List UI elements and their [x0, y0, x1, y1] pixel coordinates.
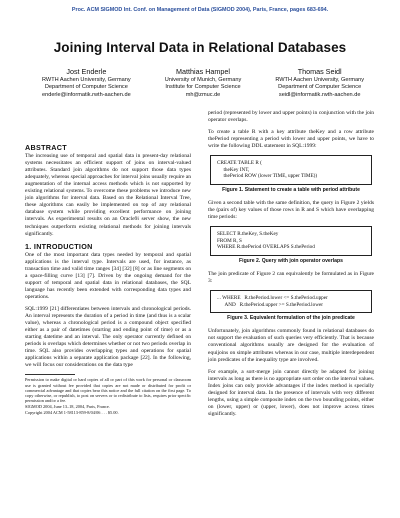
code-line: thePeriod ROW (lower TIME, upper TIME)) [217, 173, 318, 180]
author-email[interactable]: enderle@informatik.rwth-aachen.de [41, 91, 131, 98]
author-affiliation: University of Munich, Germany [164, 77, 242, 83]
abstract-heading: ABSTRACT [25, 143, 67, 152]
right-paragraph-2: To create a table R with a key attribute theKey and a row attribute thePeriod representing a period with lower and upper points, we have to write the following DDL statement in SQL:1999: [208, 129, 374, 150]
conference-line: SIGMOD 2004, June 13–18, 2004, Paris, France. [25, 404, 110, 410]
intro-paragraph-2: SQL:1999 [21] differentiates between intervals and chronological periods. An interval represents the duration of a period in time (and thus is a scalar value), whereas a chronological period is a compound object specified either as a pair of datetimes (starting and ending point of time) or as a starting datetime and an interval. The only operator currently defined on periods is overlaps which determines whether or not two periods overlap in time. SQL also provides overlapping types and operations for spatial applications within a separate application package [22]. In the following, we will focus our considerations on the data type [25, 305, 191, 369]
author-affiliation: RWTH Aachen University, Germany [41, 77, 131, 83]
code-line: CREATE TABLE R ( [217, 160, 262, 167]
author-name: Thomas Seidl [297, 67, 342, 76]
code-line: AND R.thePeriod.upper >= S.thePeriod.lower [217, 301, 323, 308]
permission-text: Permission to make digital or hard copies of all or part of this work for personal or classroom use is granted without fee provided that copies are not made or distributed for profit or commercial advantage and that copies bear this notice and the full citation on the first page. To copy otherwise, or republish, to post on servers or to redistribute to lists, requires prior specific permission and/or a fee. [25, 377, 191, 404]
code-line: ... WHERE R.thePeriod.lower <= S.thePeriod.upper [217, 295, 328, 302]
code-line: SELECT R.theKey, S.theKey [217, 231, 279, 238]
left-column [25, 144, 191, 415]
author-email[interactable]: mh@zmuc.de [185, 91, 221, 98]
publication-header: Proc. ACM SIGMOD Int. Conf. on Management of Data (SIGMOD 2004), Paris, France, pages 683-694. [71, 7, 329, 13]
code-line: theKey INT, [217, 166, 250, 173]
paper-title: Joining Interval Data in Relational Databases [53, 40, 347, 55]
right-paragraph-6: For example, a sort-merge join cannot directly be adapted for joining intervals as long as there is no appropriate sort order on the interval values. Index joins can only provide advantages if the index method is specially designed for interval data. In the presence of intervals with very different lengths, using a simple composite index on the two bounding points, either on (lower, upper) or (upper, lower), does not improve access times significantly. [208, 368, 374, 417]
right-paragraph-5: Unfortunately, join algorithms commonly found in relational databases do not support the evaluation of such queries very efficiently. That is because conventional algorithms usually are designed for the evaluation of equijoins on simple attributes whereas in our case, multiple interdependent join predicates of the inequality type are involved. [208, 328, 374, 363]
right-paragraph-4: The join predicate of Figure 2 can equivalently be formulated as in Figure 3: [208, 271, 374, 285]
figure-3-code [210, 290, 372, 313]
author-department: Institute for Computer Science [165, 84, 241, 91]
intro-paragraph-1: One of the most important data types needed by temporal and spatial applications is the interval type. Intervals are used, for instance, as transaction time and valid time ranges [34] [32] [8] or as line segments on a space-filling curve [13] [7]. Driven by the ongoing demand for the support of temporal and spatial data in relational databases, the SQL language has recently been extended with corresponding data types and operations. [25, 251, 191, 300]
code-line: WHERE R.thePeriod OVERLAPS S.thePeriod [217, 244, 315, 251]
figure-1-code [210, 155, 372, 185]
author-affiliation: RWTH Aachen University, Germany [275, 77, 365, 83]
introduction-heading: 1. INTRODUCTION [25, 241, 93, 251]
author-email[interactable]: seidl@informatik.rwth-aachen.de [278, 91, 361, 98]
permission-footnote [25, 377, 191, 414]
author-name: Jost Enderle [66, 67, 107, 76]
figure-3-caption: Figure 3. Equivalent formulation of the join predicate [227, 315, 355, 322]
right-paragraph-3: Given a second table with the same definition, the query in Figure 2 yields the (pairs of) key values of those rows in R and S which have overlapping time periods: [208, 200, 374, 221]
author-2 [145, 67, 262, 99]
author-1 [28, 67, 145, 99]
copyright-line: Copyright 2004 ACM 1-58113-859-8/04/06 . . . $5.00. [25, 409, 119, 415]
figure-2-code [210, 226, 372, 256]
right-column [208, 110, 374, 423]
author-name: Matthias Hampel [176, 67, 230, 76]
author-block [28, 67, 378, 99]
abstract-text: The increasing use of temporal and spatial data in present-day relational systems necessitates an efficient support of joins on interval-valued attributes. Standard join algorithms do not support those data types adequately, whereas special approaches for interval joins usually require an augmentation of the internal access methods which is not supported by existing relational systems. To overcome these problems we introduce new join algorithms for interval data. Based on the Relational Interval Tree, these algorithms can easily be implemented on top of any relational database system while providing excellent performance on joining intervals. As experimental results on an Oracle9i server show, the new techniques outperform existing relational methods for joining intervals significantly. [25, 153, 191, 237]
code-line: FROM R, S [217, 237, 242, 244]
figure-1-caption: Figure 1. Statement to create a table with period attribute [222, 187, 360, 194]
author-department: Department of Computer Science [44, 84, 128, 91]
right-paragraph-1: period (represented by lower and upper points) in conjunction with the join operator overlaps. [208, 110, 374, 124]
figure-2-caption: Figure 2. Query with join operator overlaps [239, 257, 343, 264]
author-3 [261, 67, 378, 99]
author-department: Department of Computer Science [278, 84, 362, 91]
footnote-divider [25, 374, 75, 375]
